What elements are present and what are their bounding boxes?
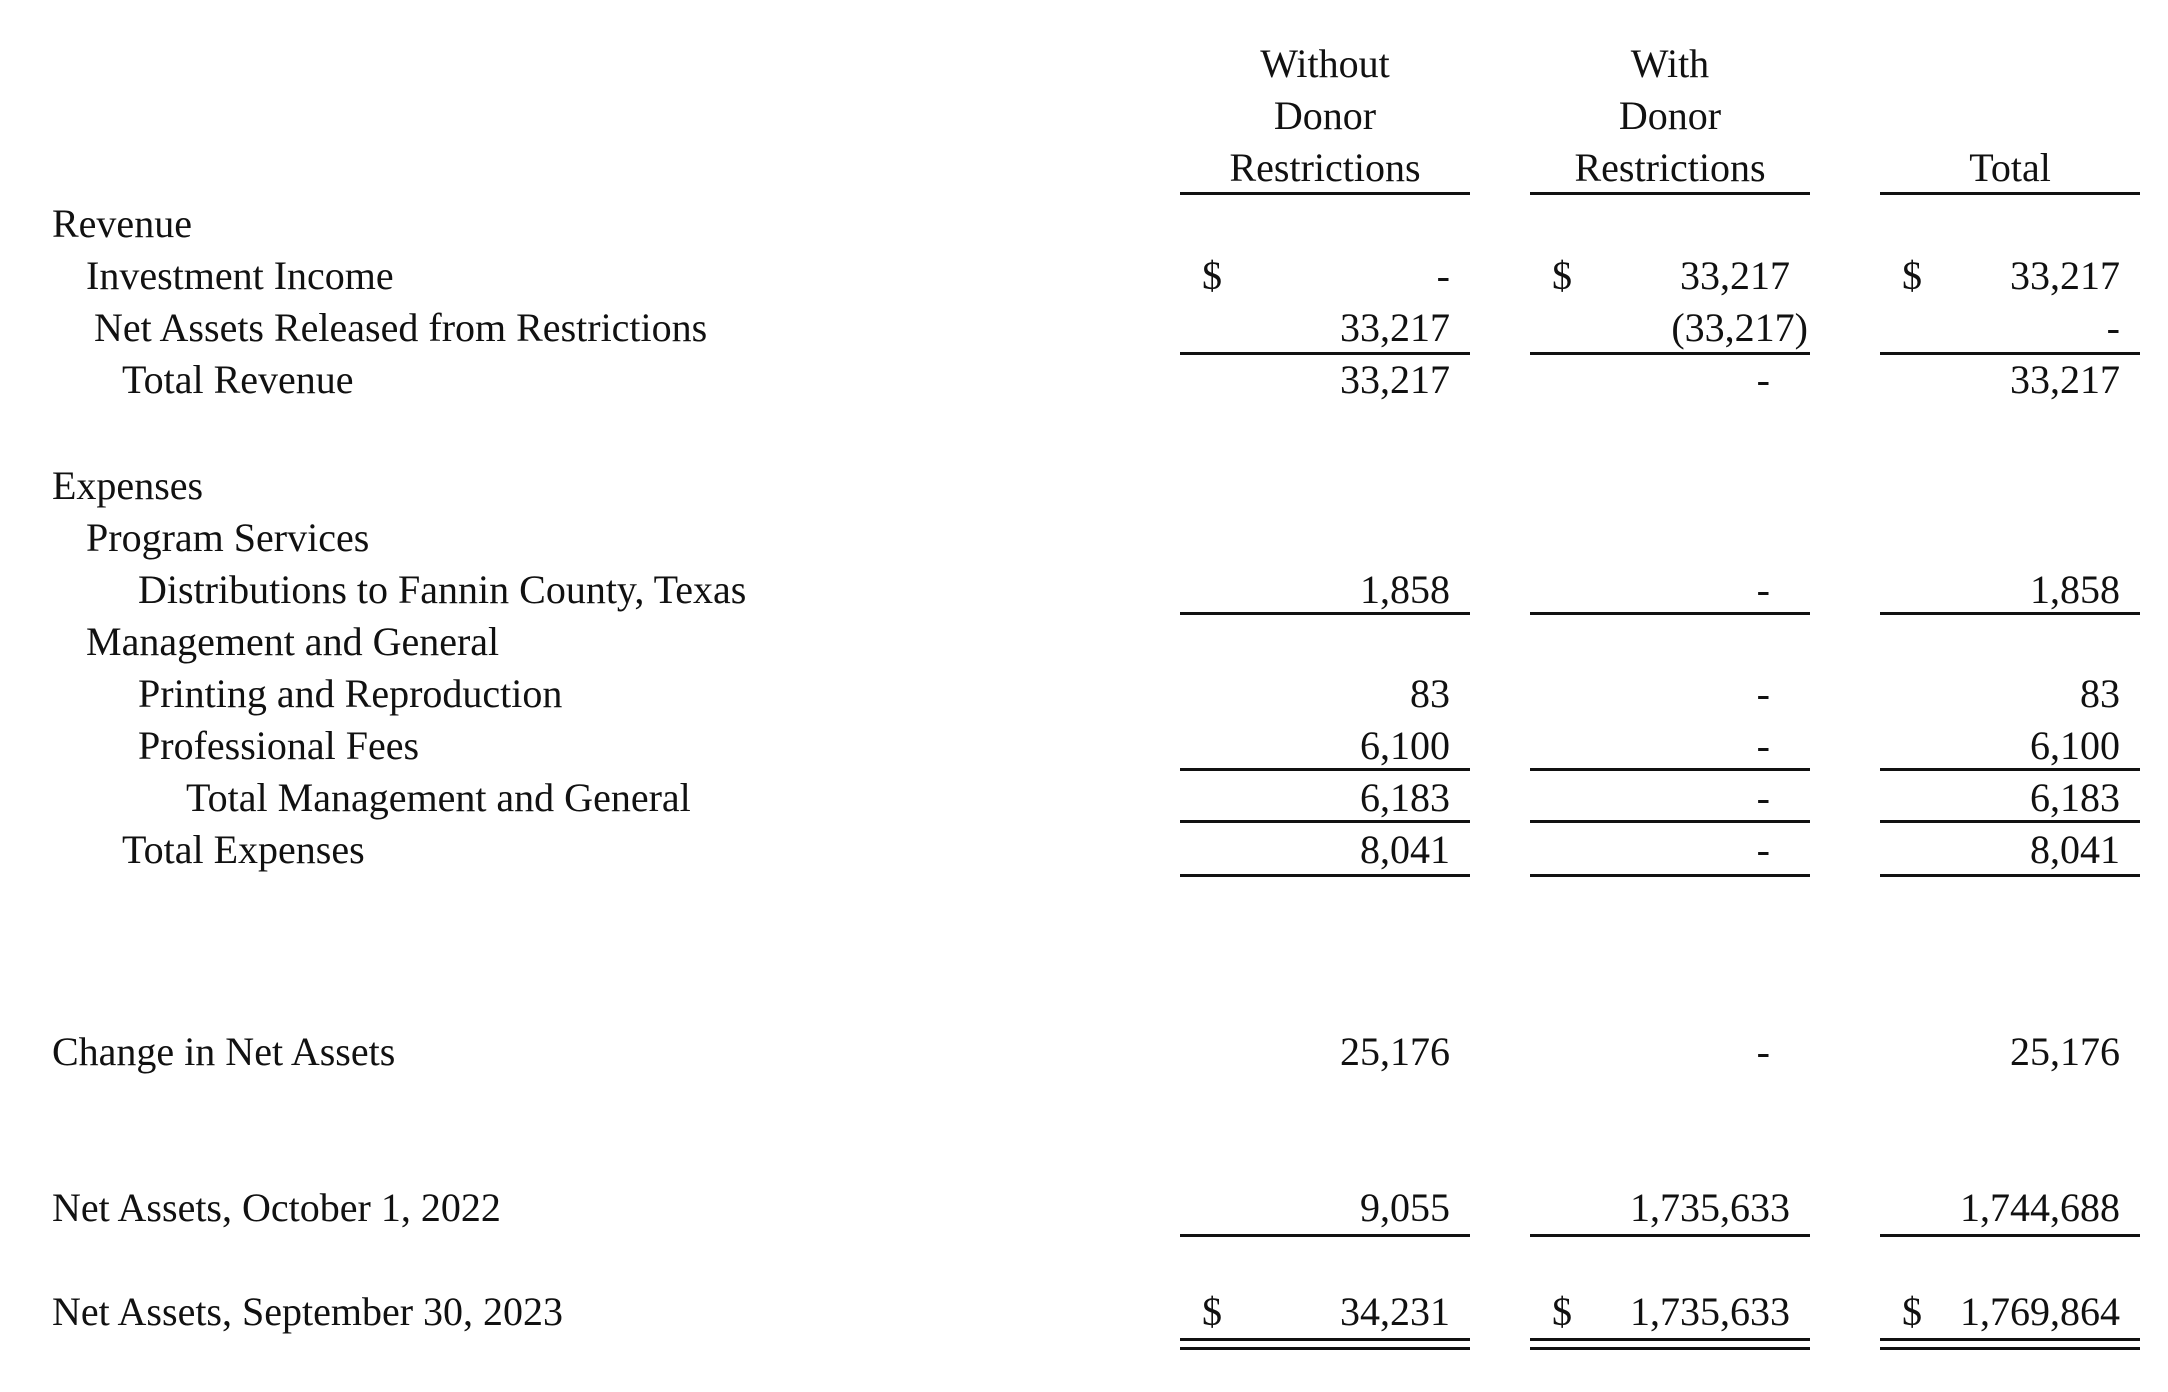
subtotal-rule — [1880, 1234, 2140, 1237]
cell-beginning-total: 1,744,688 — [1960, 1185, 2120, 1230]
row-label-printing: Printing and Reproduction — [138, 671, 563, 716]
subtotal-rule — [1530, 874, 1810, 877]
column-header-line: Without — [1260, 41, 1390, 86]
column-header-total — [1880, 142, 2140, 194]
row-label-released: Net Assets Released from Restrictions — [94, 305, 708, 350]
subtotal-rule — [1530, 612, 1810, 615]
cell-investment-without: - — [1436, 253, 1450, 298]
column-header-line: With — [1630, 41, 1710, 86]
column-header-without-donor — [1180, 38, 1470, 194]
subtotal-rule — [1530, 768, 1810, 771]
cell-total-revenue-with: - — [1756, 357, 1770, 402]
row-label-ending: Net Assets, September 30, 2023 — [52, 1289, 564, 1334]
row-label-total-revenue: Total Revenue — [122, 357, 354, 402]
cell-change-total: 25,176 — [2010, 1029, 2120, 1074]
cell-investment-with: 33,217 — [1680, 253, 1790, 298]
subtotal-rule — [1180, 612, 1470, 615]
cell-total-revenue-total: 33,217 — [2010, 357, 2120, 402]
cell-released-total: - — [2106, 305, 2120, 350]
cell-ending-with: 1,735,633 — [1630, 1289, 1790, 1334]
cell-professional-with: - — [1756, 723, 1770, 768]
section-heading-revenue: Revenue — [52, 201, 192, 246]
total-double-rule — [1180, 1338, 1470, 1350]
row-label-total-management: Total Management and General — [186, 775, 691, 820]
column-header-line: Donor — [1273, 93, 1377, 138]
row-label-beginning: Net Assets, October 1, 2022 — [52, 1185, 501, 1230]
cell-total-management-total: 6,183 — [2030, 775, 2120, 820]
subsection-heading-management: Management and General — [86, 619, 500, 664]
cell-total-management-without: 6,183 — [1360, 775, 1450, 820]
row-label-professional-fees: Professional Fees — [138, 723, 420, 768]
column-header-line: Donor — [1618, 93, 1722, 138]
subtotal-rule — [1180, 874, 1470, 877]
cell-ending-total: 1,769,864 — [1960, 1289, 2120, 1334]
currency-symbol: $ — [1552, 253, 1572, 298]
currency-symbol: $ — [1902, 253, 1922, 298]
subtotal-rule — [1180, 768, 1470, 771]
cell-professional-total: 6,100 — [2030, 723, 2120, 768]
row-label-change: Change in Net Assets — [52, 1029, 396, 1074]
cell-change-without: 25,176 — [1340, 1029, 1450, 1074]
cell-distributions-with: - — [1756, 567, 1770, 612]
row-label-total-expenses: Total Expenses — [122, 827, 365, 872]
currency-symbol: $ — [1552, 1289, 1572, 1334]
row-label-distributions: Distributions to Fannin County, Texas — [138, 567, 747, 612]
total-double-rule — [1880, 1338, 2140, 1350]
currency-symbol: $ — [1202, 1289, 1222, 1334]
cell-beginning-without: 9,055 — [1360, 1185, 1450, 1230]
column-header-with-donor — [1530, 38, 1810, 194]
subtotal-rule — [1880, 768, 2140, 771]
currency-symbol: $ — [1902, 1289, 1922, 1334]
cell-beginning-with: 1,735,633 — [1630, 1185, 1790, 1230]
subtotal-rule — [1880, 612, 2140, 615]
cell-distributions-total: 1,858 — [2030, 567, 2120, 612]
subtotal-rule — [1880, 352, 2140, 355]
row-label-investment-income: Investment Income — [86, 253, 394, 298]
subtotal-rule — [1880, 874, 2140, 877]
cell-change-with: - — [1756, 1029, 1770, 1074]
cell-released-without: 33,217 — [1340, 305, 1450, 350]
column-header-line: Total — [1969, 145, 2051, 190]
cell-released-with: (33,217) — [1671, 305, 1808, 350]
cell-total-management-with: - — [1756, 775, 1770, 820]
column-header-line: Restrictions — [1229, 145, 1421, 190]
header-underline — [1530, 192, 1810, 195]
column-header-line: Restrictions — [1574, 145, 1766, 190]
total-double-rule — [1530, 1338, 1810, 1350]
subtotal-rule — [1180, 820, 1470, 823]
header-underline — [1880, 192, 2140, 195]
subtotal-rule — [1180, 352, 1470, 355]
cell-professional-without: 6,100 — [1360, 723, 1450, 768]
section-heading-expenses: Expenses — [52, 463, 204, 508]
cell-investment-total: 33,217 — [2010, 253, 2120, 298]
header-underline — [1180, 192, 1470, 195]
currency-symbol: $ — [1202, 253, 1222, 298]
subtotal-rule — [1530, 820, 1810, 823]
cell-distributions-without: 1,858 — [1360, 567, 1450, 612]
cell-printing-total: 83 — [2080, 671, 2120, 716]
cell-printing-without: 83 — [1410, 671, 1450, 716]
subtotal-rule — [1530, 1234, 1810, 1237]
subtotal-rule — [1180, 1234, 1470, 1237]
cell-total-revenue-without: 33,217 — [1340, 357, 1450, 402]
cell-total-expenses-without: 8,041 — [1360, 827, 1450, 872]
cell-ending-without: 34,231 — [1340, 1289, 1450, 1334]
subtotal-rule — [1880, 820, 2140, 823]
cell-printing-with: - — [1756, 671, 1770, 716]
cell-total-expenses-with: - — [1756, 827, 1770, 872]
cell-total-expenses-total: 8,041 — [2030, 827, 2120, 872]
subsection-heading-program-services: Program Services — [86, 515, 370, 560]
subtotal-rule — [1530, 352, 1810, 355]
